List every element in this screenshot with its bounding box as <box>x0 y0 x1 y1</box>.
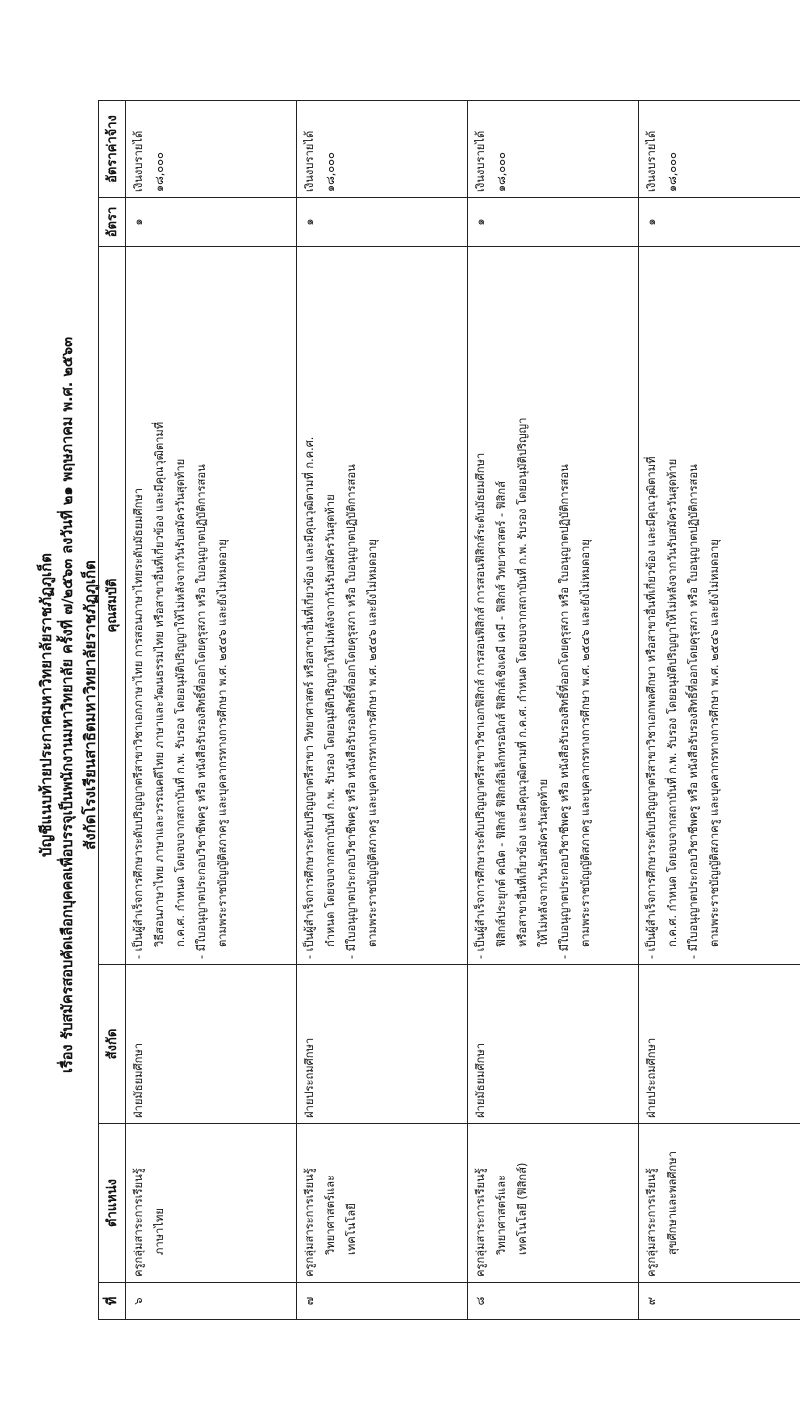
col-header-qualification: คุณสมบัติ <box>99 247 126 965</box>
pay-amount: ๑๘,๐๐๐ <box>495 152 508 192</box>
qualification-line: ตามพระราชบัญญัติสภาครู และบุคลากรทางการศึกษา พ.ศ. ๒๕๔๖ และยังไม่หมดอายุ <box>366 539 379 947</box>
table-row <box>126 101 297 1320</box>
qualification-cell <box>468 247 639 965</box>
row-number: ๙ <box>639 1283 800 1320</box>
position-line: ครูกลุ่มสาระการเรียนรู้ <box>132 1168 145 1277</box>
qualification-line: ให้ไม่หลังจากวันรับสมัครวันสุดท้าย <box>537 778 550 947</box>
qualification-line: - เป็นผู้สำเร็จการศึกษาระดับปริญญาตรีสาขาวิชาเอกฟิสิกส์ การสอนฟิสิกส์ การสอนฟิสิกส์ระดับมัธยมศึกษา <box>474 452 487 959</box>
positions-table <box>98 100 800 1320</box>
qualification-line: - เป็นผู้สำเร็จการศึกษาระดับปริญญาตรีสาขาวิชาเอกภาษาไทย การสอนภาษาไทยระดับมัธยมศึกษา <box>132 487 145 959</box>
col-header-rate: อัตรา <box>99 198 126 247</box>
qualification-line: - มีใบอนุญาตประกอบวิชาชีพครู หรือ หนังสือรับรองสิทธิ์ที่ออกโดยคุรุสภา หรือ ใบอนุญาตปฏิบัติการสอน <box>687 464 700 959</box>
pay-cell <box>126 101 297 198</box>
table-row <box>639 101 800 1320</box>
pay-source: เงินงบรายได้ <box>132 130 145 192</box>
pay-cell <box>468 101 639 198</box>
qualification-line: ฟิสิกส์ประยุกต์ คณิต - ฟิสิกส์ ฟิสิกส์อิเล็กทรอนิกส์ ฟิสิกส์เชิงเคมี เคมี - ฟิสิกส์ วิทยาศาสตร์ - ฟิสิกส์ <box>495 481 508 947</box>
position-line: เทคโนโลยี <box>345 1203 358 1255</box>
pay-amount: ๑๘,๐๐๐ <box>324 152 337 192</box>
qualification-line: วิธีสอนภาษาไทย ภาษาและวรรณคดีไทย ภาษาและวัฒนธรรมไทย หรือสาขาอื่นที่เกี่ยวข้อง และมีคุณวุฒิตามที่ <box>153 421 166 947</box>
qualification-line: ตามพระราชบัญญัติสภาครู และบุคลากรทางการศึกษา พ.ศ. ๒๕๔๖ และยังไม่หมดอายุ <box>579 539 592 947</box>
unit-cell: ฝ่ายประถมศึกษา <box>297 965 468 1124</box>
rate-cell: ๑ <box>639 198 800 247</box>
position-line: ภาษาไทย <box>153 1208 166 1255</box>
row-number: ๖ <box>126 1283 297 1320</box>
doc-affiliation: สังกัดโรงเรียนสาธิตมหาวิทยาลัยราชภัฏภูเก็ต <box>81 560 99 850</box>
pay-source: เงินงบรายได้ <box>303 130 316 192</box>
qualification-cell <box>126 247 297 965</box>
row-number: ๗ <box>297 1283 468 1320</box>
qualification-line: กำหนด โดยจบจากสถาบันที่ ก.พ. รับรอง โดยอนุมัติปริญญาให้ไม่หลังจากวันรับสมัครวันสุดท้าย <box>324 494 337 947</box>
table-header-row <box>99 101 126 1320</box>
rate-cell: ๑ <box>297 198 468 247</box>
qualification-cell <box>297 247 468 965</box>
position-line: ครูกลุ่มสาระการเรียนรู้ <box>474 1168 487 1277</box>
doc-title: บัญชีแนบท้ายประกาศมหาวิทยาลัยราชภัฏภูเก็ต <box>37 553 55 857</box>
doc-subject: เรื่อง รับสมัครสอบคัดเลือกบุคคลเพื่อบรรจุเป็นพนักงานมหาวิทยาลัย ครั้งที่ ๗/๒๕๖๓ ลงวันที่ ๒๑ พฤษภาคม พ.ศ. ๒๕๖๓ <box>60 336 76 1074</box>
pay-amount: ๑๘,๐๐๐ <box>153 152 166 192</box>
qualification-line: - เป็นผู้สำเร็จการศึกษาระดับปริญญาตรีสาขาวิชาเอกพลศึกษา หรือสาขาอื่นที่เกี่ยวข้อง และมีคุณวุฒิตามที่ <box>645 456 658 959</box>
rate-cell: ๑ <box>468 198 639 247</box>
qualification-line: ก.ค.ศ. กำหนด โดยจบจากสถาบันที่ ก.พ. รับรอง โดยอนุมัติปริญญาให้ไม่หลังจากวันรับสมัครวันสุดท้าย <box>666 458 679 947</box>
qualification-line: - มีใบอนุญาตประกอบวิชาชีพครู หรือ หนังสือรับรองสิทธิ์ที่ออกโดยคุรุสภา หรือ ใบอนุญาตปฏิบัติการสอน <box>345 464 358 959</box>
col-header-unit: สังกัด <box>99 965 126 1124</box>
position-line: ครูกลุ่มสาระการเรียนรู้ <box>645 1168 658 1277</box>
qualification-line: ตามพระราชบัญญัติสภาครู และบุคลากรทางการศึกษา พ.ศ. ๒๕๔๖ และยังไม่หมดอายุ <box>708 539 721 947</box>
table-row <box>297 101 468 1320</box>
unit-cell: ฝ่ายมัธยมศึกษา <box>468 965 639 1124</box>
col-header-position: ตำแหน่ง <box>99 1124 126 1283</box>
col-header-pay: อัตราค่าจ้าง <box>99 101 126 198</box>
position-cell <box>468 1124 639 1283</box>
position-cell <box>126 1124 297 1283</box>
position-line: ครูกลุ่มสาระการเรียนรู้ <box>303 1168 316 1277</box>
position-line: วิทยาศาสตร์และ <box>324 1174 337 1255</box>
position-line: เทคโนโลยี (ฟิสิกส์) <box>516 1162 529 1255</box>
pay-source: เงินงบรายได้ <box>474 130 487 192</box>
position-cell <box>639 1124 800 1283</box>
rate-cell: ๑ <box>126 198 297 247</box>
qualification-line: - มีใบอนุญาตประกอบวิชาชีพครู หรือ หนังสือรับรองสิทธิ์ที่ออกโดยคุรุสภา หรือ ใบอนุญาตปฏิบัติการสอน <box>558 464 571 959</box>
position-line: วิทยาศาสตร์และ <box>495 1174 508 1255</box>
pay-amount: ๑๘,๐๐๐ <box>666 152 679 192</box>
qualification-line: ตามพระราชบัญญัติสภาครู และบุคลากรทางการศึกษา พ.ศ. ๒๕๔๖ และยังไม่หมดอายุ <box>216 539 229 947</box>
qualification-cell <box>639 247 800 965</box>
qualification-line: - เป็นผู้สำเร็จการศึกษาระดับปริญญาตรีสาขา วิทยาศาสตร์ หรือสาขาอื่นที่เกี่ยวข้อง และมีคุณวุฒิตามที่ ก.ค.ศ. <box>303 436 316 959</box>
qualification-line: - มีใบอนุญาตประกอบวิชาชีพครู หรือ หนังสือรับรองสิทธิ์ที่ออกโดยคุรุสภา หรือ ใบอนุญาตปฏิบัติการสอน <box>195 464 208 959</box>
table-row <box>468 101 639 1320</box>
pay-cell <box>297 101 468 198</box>
position-line: สุขศึกษาและพลศึกษา <box>666 1151 679 1255</box>
unit-cell: ฝ่ายประถมศึกษา <box>639 965 800 1124</box>
col-header-no: ที่ <box>99 1283 126 1320</box>
row-number: ๘ <box>468 1283 639 1320</box>
pay-cell <box>639 101 800 198</box>
qualification-line: หรือสาขาอื่นที่เกี่ยวข้อง และมีคุณวุฒิตามที่ ก.ค.ศ. กำหนด โดยจบจากสถาบันที่ ก.พ. รับรอง โดยอนุมัติปริญญา <box>516 417 529 947</box>
qualification-line: ก.ค.ศ. กำหนด โดยจบจากสถาบันที่ ก.พ. รับรอง โดยอนุมัติปริญญาให้ไม่หลังจากวันรับสมัครวันสุดท้าย <box>174 458 187 947</box>
unit-cell: ฝ่ายมัธยมศึกษา <box>126 965 297 1124</box>
position-cell <box>297 1124 468 1283</box>
pay-source: เงินงบรายได้ <box>645 130 658 192</box>
